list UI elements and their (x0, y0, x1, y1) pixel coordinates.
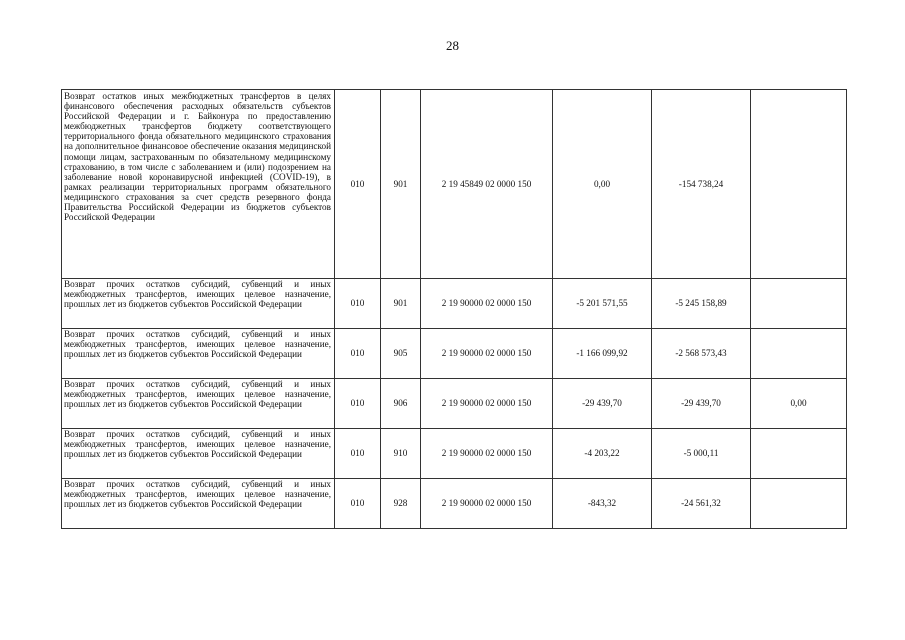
income-name-cell: Возврат прочих остатков субсидий, субвенций и иных межбюджетных трансфертов, имеющих целевое назначение, прошлых лет из бюджетов субъектов Российской Федерации (62, 379, 335, 429)
amount-cell-3 (751, 479, 847, 529)
budget-classification-code-cell: 2 19 90000 02 0000 150 (421, 479, 553, 529)
chief-admin-code-cell: 910 (381, 429, 421, 479)
admin-code-cell: 010 (335, 90, 381, 279)
table-row (62, 329, 847, 379)
amount-cell-1: -29 439,70 (553, 379, 652, 429)
income-name-cell: Возврат остатков иных межбюджетных трансфертов в целях финансового обеспечения расходных обязательств субъектов Российской Федерации и г. Байконура по предоставлению межбюджетных трансфертов бюджету соответствующего территориального фонда обязательного медицинского страхования на дополнительное финансовое обеспечение оказания медицинской помощи лицам, застрахованным по обязательному медицинскому страхованию, в том числе с заболеванием и (или) подозрением на заболевание новой коронавирусной инфекцией (COVID-19), в рамках реализации территориальных программ обязательного медицинского страхования за счет средств резервного фонда Правительства Российской Федерации из бюджетов субъектов Российской Федерации (62, 90, 335, 279)
chief-admin-code-cell: 901 (381, 279, 421, 329)
table-row (62, 90, 847, 279)
income-name-cell: Возврат прочих остатков субсидий, субвенций и иных межбюджетных трансфертов, имеющих целевое назначение, прошлых лет из бюджетов субъектов Российской Федерации (62, 479, 335, 529)
chief-admin-code-cell: 905 (381, 329, 421, 379)
admin-code-cell: 010 (335, 329, 381, 379)
admin-code-cell: 010 (335, 429, 381, 479)
budget-classification-code-cell: 2 19 90000 02 0000 150 (421, 279, 553, 329)
amount-cell-1: -4 203,22 (553, 429, 652, 479)
budget-classification-code-cell: 2 19 90000 02 0000 150 (421, 429, 553, 479)
amount-cell-2: -5 245 158,89 (652, 279, 751, 329)
admin-code-cell: 010 (335, 279, 381, 329)
income-name-cell: Возврат прочих остатков субсидий, субвенций и иных межбюджетных трансфертов, имеющих целевое назначение, прошлых лет из бюджетов субъектов Российской Федерации (62, 329, 335, 379)
income-name-cell: Возврат прочих остатков субсидий, субвенций и иных межбюджетных трансфертов, имеющих целевое назначение, прошлых лет из бюджетов субъектов Российской Федерации (62, 429, 335, 479)
budget-table-body (62, 90, 847, 529)
amount-cell-3: 0,00 (751, 379, 847, 429)
amount-cell-3 (751, 90, 847, 279)
budget-classification-code-cell: 2 19 90000 02 0000 150 (421, 329, 553, 379)
chief-admin-code-cell: 906 (381, 379, 421, 429)
amount-cell-2: -24 561,32 (652, 479, 751, 529)
amount-cell-2: -5 000,11 (652, 429, 751, 479)
table-row (62, 479, 847, 529)
table-row (62, 379, 847, 429)
admin-code-cell: 010 (335, 479, 381, 529)
amount-cell-3 (751, 279, 847, 329)
amount-cell-3 (751, 429, 847, 479)
budget-classification-code-cell: 2 19 45849 02 0000 150 (421, 90, 553, 279)
amount-cell-2: -29 439,70 (652, 379, 751, 429)
amount-cell-2: -2 568 573,43 (652, 329, 751, 379)
admin-code-cell: 010 (335, 379, 381, 429)
amount-cell-1: -5 201 571,55 (553, 279, 652, 329)
income-name-cell: Возврат прочих остатков субсидий, субвенций и иных межбюджетных трансфертов, имеющих целевое назначение, прошлых лет из бюджетов субъектов Российской Федерации (62, 279, 335, 329)
table-row (62, 429, 847, 479)
chief-admin-code-cell: 901 (381, 90, 421, 279)
budget-classification-code-cell: 2 19 90000 02 0000 150 (421, 379, 553, 429)
chief-admin-code-cell: 928 (381, 479, 421, 529)
amount-cell-1: 0,00 (553, 90, 652, 279)
amount-cell-1: -1 166 099,92 (553, 329, 652, 379)
amount-cell-2: -154 738,24 (652, 90, 751, 279)
table-row (62, 279, 847, 329)
budget-table (61, 89, 847, 529)
amount-cell-3 (751, 329, 847, 379)
amount-cell-1: -843,32 (553, 479, 652, 529)
page-number: 28 (446, 38, 459, 53)
